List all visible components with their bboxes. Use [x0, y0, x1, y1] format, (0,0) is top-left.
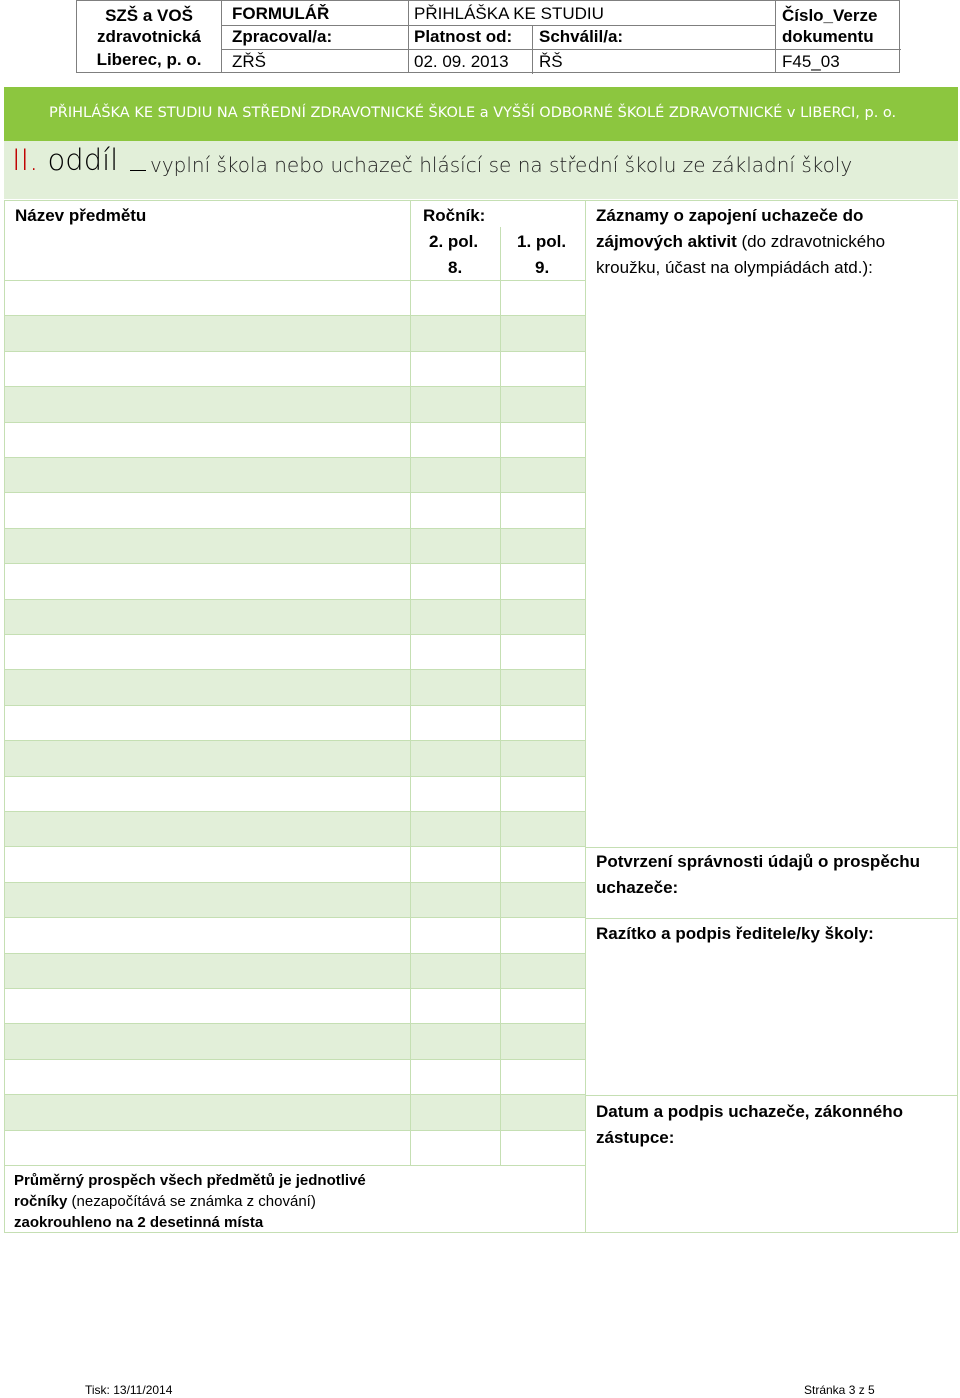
- subject-row[interactable]: [5, 529, 585, 564]
- grades-form-table: [4, 200, 958, 1233]
- row-divider: [410, 883, 411, 917]
- average-label-line2: ročníky (nezapočítává se známka z chování): [14, 1193, 316, 1210]
- form-type-label: FORMULÁŘ: [232, 4, 330, 23]
- approved-by-value: ŘŠ: [539, 52, 563, 71]
- row-divider: [500, 741, 501, 775]
- row-divider: [500, 529, 501, 563]
- subject-column-header: Název předmětu: [15, 206, 147, 225]
- doc-number-value: F45_03: [782, 52, 840, 71]
- stamp-signature-label: Razítko a podpis ředitele/ky školy:: [596, 924, 874, 943]
- subject-row[interactable]: [5, 812, 585, 847]
- row-divider: [410, 812, 411, 846]
- row-divider: [500, 635, 501, 669]
- row-divider: [410, 635, 411, 669]
- row-divider: [410, 281, 411, 315]
- row-divider: [500, 954, 501, 988]
- section-name: oddíl: [47, 143, 119, 177]
- subject-row[interactable]: [5, 635, 585, 670]
- row-divider: [410, 1060, 411, 1094]
- subject-row[interactable]: [5, 883, 585, 918]
- confirmation-label-line2: uchazeče:: [596, 878, 679, 897]
- average-label-line1: Průměrný prospěch všech předmětů je jednotlivé: [14, 1172, 366, 1189]
- row-divider: [410, 918, 411, 952]
- school-name-line1: SZŠ a VOŠ: [105, 6, 193, 25]
- subject-row[interactable]: [5, 600, 585, 635]
- row-divider: [410, 352, 411, 386]
- approved-by-label: Schválil/a:: [539, 27, 624, 46]
- subject-row[interactable]: [5, 493, 585, 528]
- row-divider: [500, 387, 501, 421]
- row-divider: [410, 1131, 411, 1165]
- row-divider: [500, 883, 501, 917]
- school-name-line3: Liberec, p. o.: [96, 50, 202, 69]
- subject-row[interactable]: [5, 847, 585, 882]
- row-divider: [500, 423, 501, 457]
- application-banner: [4, 87, 958, 141]
- subject-row[interactable]: [5, 741, 585, 776]
- activities-label-line3: kroužku, účast na olympiádách atd.):: [596, 258, 873, 277]
- row-divider: [500, 316, 501, 350]
- section-title: [12, 143, 118, 177]
- row-divider: [410, 954, 411, 988]
- subject-rows: [5, 281, 585, 1166]
- row-divider: [500, 493, 501, 527]
- subject-row[interactable]: [5, 670, 585, 705]
- row-divider: [410, 600, 411, 634]
- print-date: Tisk: 13/11/2014: [85, 1383, 173, 1397]
- applicant-signature-label-line1: Datum a podpis uchazeče, zákonného: [596, 1102, 904, 1121]
- form-title: PŘIHLÁŠKA KE STUDIU: [414, 4, 604, 23]
- activities-label-line1: Záznamy o zapojení uchazeče do: [596, 206, 864, 225]
- row-divider: [410, 458, 411, 492]
- subject-row[interactable]: [5, 1095, 585, 1130]
- application-banner-text: PŘIHLÁŠKA KE STUDIU NA STŘEDNÍ ZDRAVOTNICKÉ ŠKOLE a VYŠŠÍ ODBORNÉ ŠKOLÉ ZDRAVOTNICKÉ v LIBERCI, p. o.: [49, 105, 897, 121]
- row-divider: [410, 423, 411, 457]
- activities-label-line2: zájmových aktivit (do zdravotnického: [596, 232, 886, 251]
- term-9-header-line1: 1. pol.: [517, 232, 567, 251]
- applicant-signature-label-line2: zástupce:: [596, 1128, 675, 1147]
- row-divider: [410, 777, 411, 811]
- prepared-by-value: ZŘŠ: [232, 52, 266, 71]
- subject-row[interactable]: [5, 564, 585, 599]
- subject-row[interactable]: [5, 1060, 585, 1095]
- row-divider: [410, 529, 411, 563]
- row-divider: [500, 1024, 501, 1058]
- subject-row[interactable]: [5, 423, 585, 458]
- year-column-header: Ročník:: [423, 206, 486, 225]
- section-heading: [4, 141, 958, 199]
- doc-number-label-line2: dokumentu: [782, 27, 874, 46]
- subject-row[interactable]: [5, 1024, 585, 1059]
- row-divider: [410, 387, 411, 421]
- row-divider: [500, 1095, 501, 1129]
- row-divider: [500, 458, 501, 492]
- row-divider: [500, 777, 501, 811]
- row-divider: [410, 493, 411, 527]
- subject-row[interactable]: [5, 777, 585, 812]
- page-number: Stránka 3 z 5: [804, 1383, 875, 1397]
- valid-from-value: 02. 09. 2013: [414, 52, 509, 71]
- doc-number-label-line1: Číslo_Verze: [782, 6, 878, 25]
- row-divider: [500, 600, 501, 634]
- subject-row[interactable]: [5, 281, 585, 316]
- row-divider: [500, 989, 501, 1023]
- row-divider: [410, 1024, 411, 1058]
- row-divider: [410, 1095, 411, 1129]
- confirmation-label-line1: Potvrzení správnosti údajů o prospěchu: [596, 852, 920, 871]
- school-name-line2: zdravotnická: [97, 27, 201, 46]
- term-8-header-line2: 8.: [448, 258, 463, 277]
- row-divider: [500, 670, 501, 704]
- row-divider: [410, 741, 411, 775]
- term-8-header-line1: 2. pol.: [429, 232, 479, 251]
- subject-row[interactable]: [5, 1131, 585, 1166]
- row-divider: [500, 918, 501, 952]
- subject-row[interactable]: [5, 352, 585, 387]
- row-divider: [500, 847, 501, 881]
- subject-row[interactable]: [5, 954, 585, 989]
- row-divider: [500, 564, 501, 598]
- row-divider: [500, 812, 501, 846]
- row-divider: [500, 281, 501, 315]
- row-divider: [500, 352, 501, 386]
- row-divider: [410, 706, 411, 740]
- row-divider: [410, 316, 411, 350]
- subject-row[interactable]: [5, 316, 585, 351]
- row-divider: [410, 670, 411, 704]
- section-dash: [130, 170, 146, 171]
- subject-row[interactable]: [5, 706, 585, 741]
- section-number: II.: [12, 143, 39, 177]
- prepared-by-label: Zpracoval/a:: [232, 27, 333, 46]
- subject-row[interactable]: [5, 458, 585, 493]
- average-label-line3: zaokrouhleno na 2 desetinná místa: [14, 1214, 264, 1231]
- average-row: [5, 1166, 585, 1233]
- row-divider: [410, 847, 411, 881]
- row-divider: [500, 1131, 501, 1165]
- valid-from-label: Platnost od:: [414, 27, 513, 46]
- subject-row[interactable]: [5, 387, 585, 422]
- row-divider: [410, 564, 411, 598]
- section-description: vyplní škola nebo uchazeč hlásící se na střední školu ze základní školy: [150, 153, 853, 177]
- term-9-header-line2: 9.: [535, 258, 550, 277]
- row-divider: [410, 989, 411, 1023]
- subject-row[interactable]: [5, 918, 585, 953]
- row-divider: [500, 706, 501, 740]
- row-divider: [500, 1060, 501, 1094]
- document-header: [76, 0, 900, 73]
- subject-row[interactable]: [5, 989, 585, 1024]
